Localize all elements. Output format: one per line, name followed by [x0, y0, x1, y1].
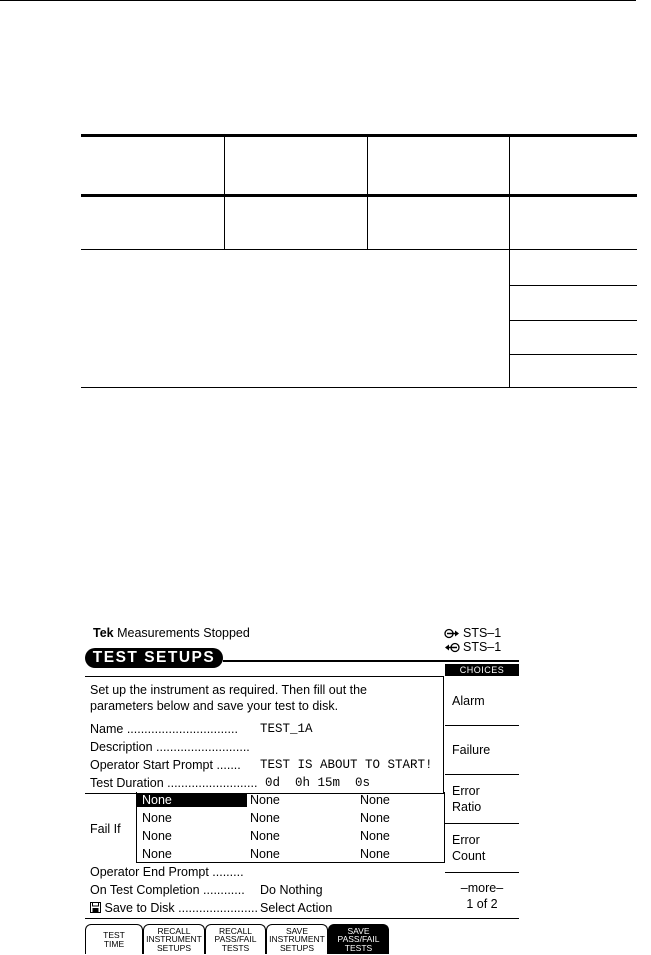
intro-line-2: parameters below and save your test to disk.	[90, 699, 339, 713]
fail-if-label: Fail If	[90, 822, 121, 836]
start-prompt-value[interactable]: TEST IS ABOUT TO START!	[260, 758, 433, 772]
status-bar	[93, 626, 250, 640]
output-arrow-icon	[444, 628, 460, 639]
intro-line-1: Set up the instrument as required. Then fill out the	[90, 683, 368, 697]
status-text: Measurements Stopped	[117, 626, 250, 640]
input-arrow-icon	[444, 642, 460, 653]
completion-label: On Test Completion ............	[90, 883, 245, 897]
fail-cell-3-2[interactable]: None	[250, 829, 280, 843]
choice-error-count-line1: Error	[452, 833, 480, 847]
fail-cell-4-3[interactable]: None	[360, 847, 390, 861]
save-value[interactable]: Select Action	[260, 901, 333, 915]
name-label: Name ................................	[90, 722, 238, 736]
completion-value[interactable]: Do Nothing	[260, 883, 323, 897]
page-top-rule	[0, 0, 636, 1]
choice-failure[interactable]	[445, 726, 519, 775]
recall-pass-fail-tests-button[interactable]: RECALL PASS/FAIL TESTS	[205, 924, 266, 954]
input-signal	[444, 640, 501, 654]
choice-more-line1: –more–	[460, 880, 504, 895]
name-value[interactable]: TEST_1A	[260, 722, 313, 736]
save-instrument-setups-button[interactable]: SAVE INSTRUMENT SETUPS	[266, 924, 328, 954]
choice-alarm-label: Alarm	[452, 694, 485, 708]
end-prompt-label: Operator End Prompt .........	[90, 865, 244, 879]
choice-error-count-line2: Count	[452, 849, 486, 863]
floppy-disk-icon	[90, 902, 101, 913]
fail-cell-3-3[interactable]: None	[360, 829, 390, 843]
test-time-button[interactable]: TEST TIME	[85, 924, 143, 954]
start-prompt-label: Operator Start Prompt .......	[90, 758, 241, 772]
fail-cell-2-2[interactable]: None	[250, 811, 280, 825]
save-label: Save to Disk .......................	[90, 901, 258, 915]
duration-value[interactable]: 0d 0h 15m 0s	[265, 776, 371, 790]
fail-cell-2-3[interactable]: None	[360, 811, 390, 825]
choice-error-ratio[interactable]	[445, 775, 519, 824]
output-signal	[444, 626, 501, 640]
recall-instrument-setups-button[interactable]: RECALL INSTRUMENT SETUPS	[143, 924, 205, 954]
choices-header: CHOICES	[445, 664, 519, 676]
fail-cell-1-1[interactable]: None	[137, 793, 247, 807]
description-label: Description ...........................	[90, 740, 250, 754]
fail-cell-1-2[interactable]: None	[250, 793, 280, 807]
fail-cell-1-3[interactable]: None	[360, 793, 390, 807]
save-pass-fail-tests-button[interactable]: SAVE PASS/FAIL TESTS	[328, 924, 389, 954]
title-rule	[223, 660, 519, 662]
choice-more-line2: 1 of 2	[466, 896, 498, 911]
choice-more[interactable]	[445, 873, 519, 918]
choice-error-ratio-line2: Ratio	[452, 800, 482, 814]
fail-cell-2-1[interactable]: None	[142, 811, 172, 825]
choice-error-ratio-line1: Error	[452, 784, 480, 798]
choice-alarm[interactable]	[445, 677, 519, 726]
brand-label: Tek	[93, 626, 114, 640]
fail-cell-3-1[interactable]: None	[142, 829, 172, 843]
output-signal-label: STS–1	[463, 626, 502, 640]
duration-label: Test Duration ..........................	[90, 776, 258, 790]
choice-failure-label: Failure	[452, 743, 491, 757]
fail-cell-4-1[interactable]: None	[142, 847, 172, 861]
choice-error-count[interactable]	[445, 824, 519, 873]
fail-cell-4-2[interactable]: None	[250, 847, 280, 861]
input-signal-label: STS–1	[463, 640, 502, 654]
bottom-rule	[85, 918, 519, 919]
screen-title: TEST SETUPS	[85, 648, 223, 668]
